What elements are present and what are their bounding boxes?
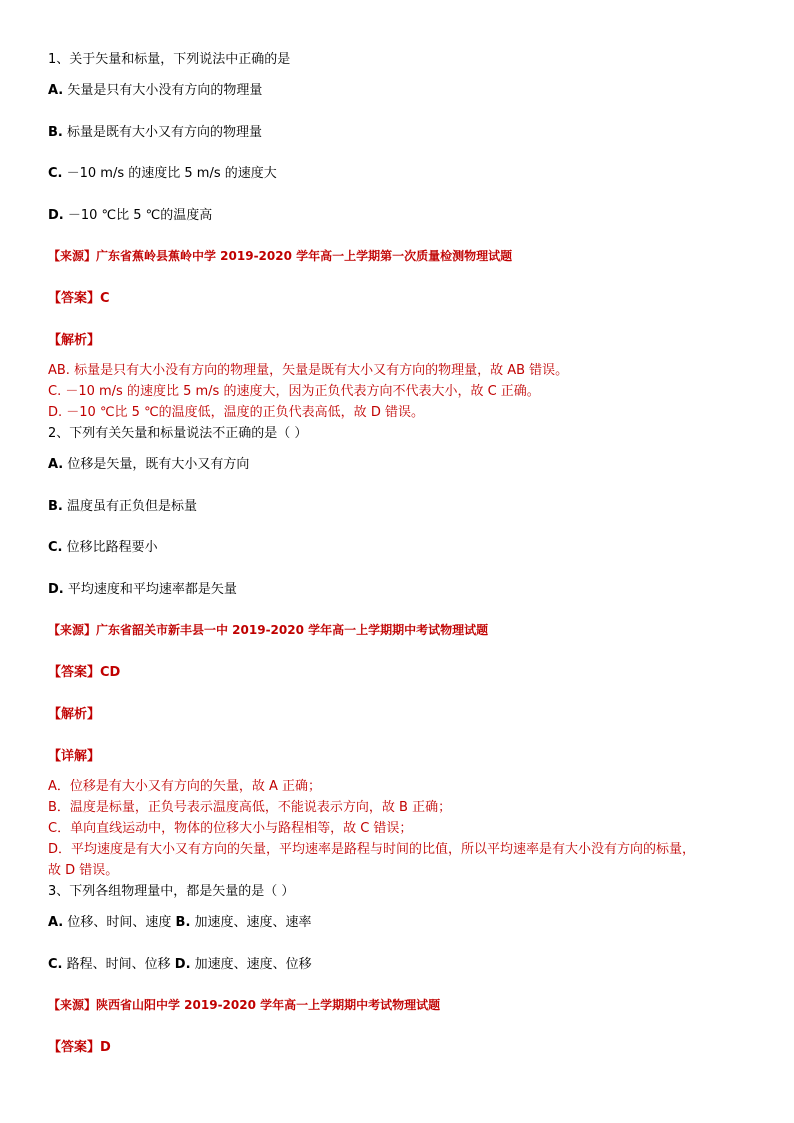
q2-detail-line: B．温度是标量，正负号表示温度高低，不能说表示方向，故 B 正确； <box>48 800 452 815</box>
q1-analysis-line: C. －10 m/s 的速度比 5 m/s 的速度大，因为正负代表方向不代表大小，故 C 正确。 <box>48 384 540 399</box>
option-letter: A. <box>48 83 64 98</box>
option-letter: D. <box>48 208 64 223</box>
option-letter: D. <box>174 957 191 972</box>
q1-answer: 【答案】C <box>48 291 110 306</box>
option-text: 温度虽有正负但是标量 <box>67 499 198 514</box>
q1-analysis-label: 【解析】 <box>48 333 101 348</box>
option-text: －10 ℃比 5 ℃的温度高 <box>67 208 213 223</box>
option-text: 加速度、速度、速率 <box>194 915 312 930</box>
option-letter: B. <box>48 499 63 514</box>
option-text: 路程、时间、位移 <box>66 957 171 972</box>
option-letter: C. <box>48 166 63 181</box>
q2-detail-label: 【详解】 <box>48 749 101 764</box>
q2-analysis-label: 【解析】 <box>48 707 101 722</box>
q2-option-a <box>48 456 249 473</box>
q1-option-d <box>48 207 212 224</box>
q2-source: 【来源】广东省韶关市新丰县一中 2019-2020 学年高一上学期期中考试物理试题 <box>48 623 489 637</box>
q1-option-c <box>48 165 277 182</box>
q3-options-row-1 <box>48 914 312 931</box>
option-text: 标量是既有大小又有方向的物理量 <box>67 125 263 140</box>
option-letter: D. <box>48 582 64 597</box>
q2-answer: 【答案】CD <box>48 665 121 680</box>
q2-option-b <box>48 498 197 515</box>
q2-detail-line: C．单向直线运动中，物体的位移大小与路程相等，故 C 错误； <box>48 821 413 836</box>
q1-option-b <box>48 124 262 141</box>
option-text: 位移、时间、速度 <box>67 915 172 930</box>
option-text: 加速度、速度、位移 <box>194 957 312 972</box>
q1-source: 【来源】广东省蕉岭县蕉岭中学 2019-2020 学年高一上学期第一次质量检测物理试题 <box>48 249 513 263</box>
option-text: 平均速度和平均速率都是矢量 <box>67 582 237 597</box>
q2-detail-line: A．位移是有大小又有方向的矢量，故 A 正确； <box>48 779 322 794</box>
option-letter: C. <box>48 957 63 972</box>
option-text: －10 m/s 的速度比 5 m/s 的速度大 <box>66 166 277 181</box>
q2-option-c <box>48 539 158 556</box>
option-letter: B. <box>175 915 191 930</box>
option-text: 矢量是只有大小没有方向的物理量 <box>67 83 263 98</box>
q1-analysis-line: D. －10 ℃比 5 ℃的温度低，温度的正负代表高低，故 D 错误。 <box>48 405 424 420</box>
option-letter: A. <box>48 915 64 930</box>
option-text: 位移比路程要小 <box>66 540 158 555</box>
q2-stem: 2、下列有关矢量和标量说法不正确的是（ ） <box>48 426 308 441</box>
q3-stem: 3、下列各组物理量中，都是矢量的是（ ） <box>48 884 295 899</box>
q3-answer: 【答案】D <box>48 1040 111 1055</box>
q3-options-row-2 <box>48 956 312 973</box>
q1-analysis-line: AB. 标量是只有大小没有方向的物理量，矢量是既有大小又有方向的物理量，故 AB 错误。 <box>48 363 569 378</box>
q1-stem: 1、关于矢量和标量，下列说法中正确的是 <box>48 52 291 67</box>
q1-option-a <box>48 82 262 99</box>
q3-source: 【来源】陕西省山阳中学 2019-2020 学年高一上学期期中考试物理试题 <box>48 998 441 1012</box>
q2-detail-line: 故 D 错误。 <box>48 863 119 878</box>
option-letter: C. <box>48 540 63 555</box>
q2-detail-line: D．平均速度是有大小又有方向的矢量，平均速率是路程与时间的比值，所以平均速率是有大小没有方向的标量， <box>48 842 696 857</box>
option-letter: B. <box>48 125 63 140</box>
option-letter: A. <box>48 457 64 472</box>
q2-option-d <box>48 581 237 598</box>
option-text: 位移是矢量，既有大小又有方向 <box>67 457 250 472</box>
